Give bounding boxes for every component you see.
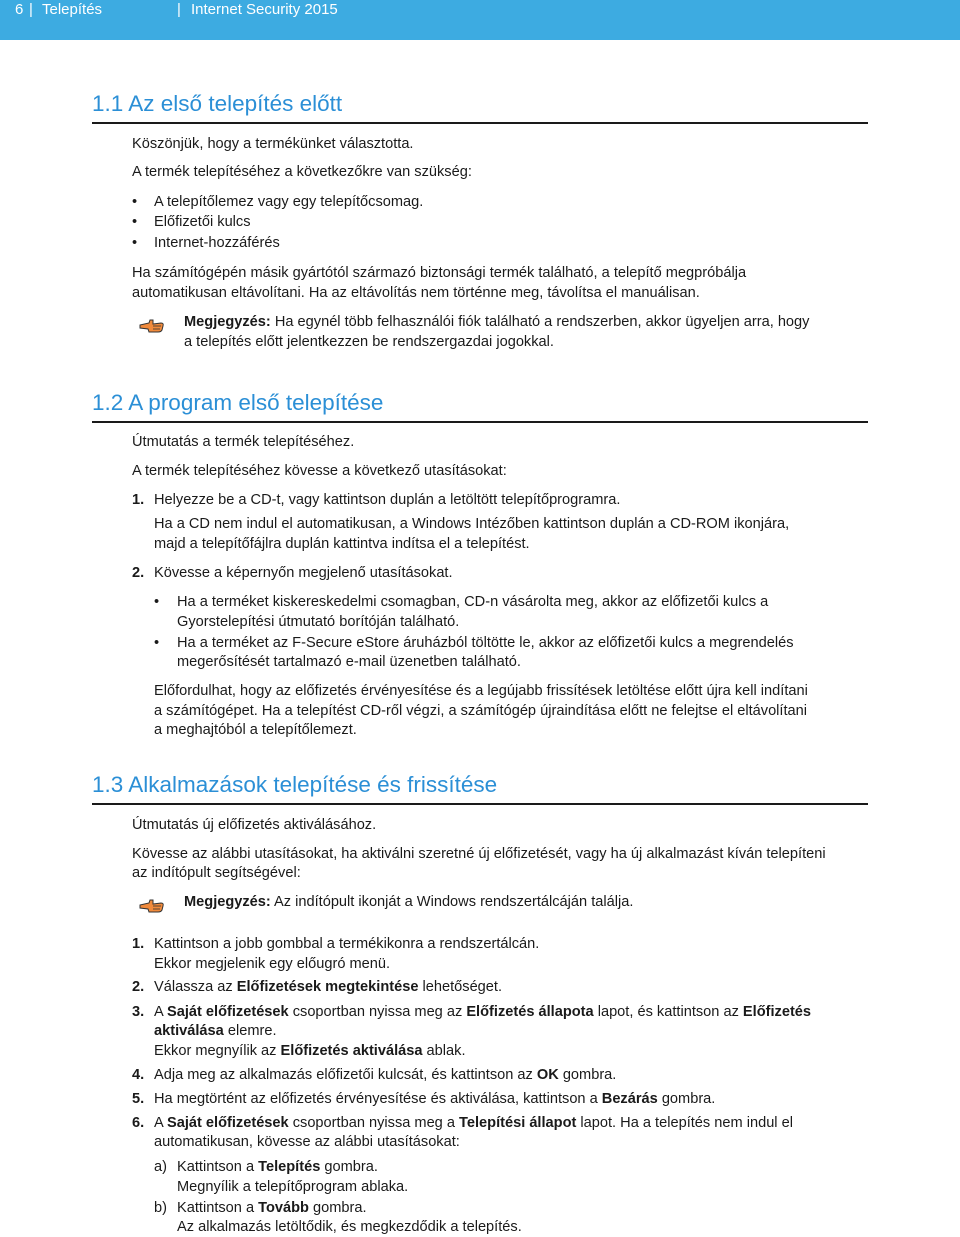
note: Megjegyzés: Ha egynél több felhasználói fiók található a rendszerben, akkor ügyeljen arra, hogy	[184, 314, 810, 330]
pointing-hand-icon	[139, 318, 165, 334]
paragraph: A termék telepítéséhez a következőkre van szükség:	[132, 164, 472, 180]
paragraph: Ekkor megjelenik egy előugró menü.	[154, 956, 391, 972]
paragraph: a meghajtóból a telepítőlemezt.	[154, 722, 357, 738]
bullet-icon: •	[154, 635, 160, 651]
paragraph: Köszönjük, hogy a termékünket választotta.	[132, 136, 414, 152]
paragraph: Kövesse az alábbi utasításokat, ha aktiválni szeretné új előfizetését, vagy ha új alkalmazást kíván telepíteni	[132, 846, 826, 862]
page-header	[0, 0, 960, 40]
paragraph: Ha a CD nem indul el automatikusan, a Windows Intézőben kattintson duplán a CD-ROM ikonjára,	[154, 516, 790, 532]
section-title-1-1: 1.1 Az első telepítés előtt	[92, 90, 868, 124]
bullet-icon: •	[132, 194, 138, 210]
product-name: Internet Security 2015	[191, 1, 338, 18]
paragraph: automatikusan eltávolítani. Ha az eltávolítás nem történne meg, távolítsa el manuálisan.	[132, 285, 700, 301]
paragraph: Előfordulhat, hogy az előfizetés érvényesítése és a legújabb frissítések letöltése előtt újra kell indítani	[154, 683, 808, 699]
bullet-icon: •	[132, 214, 138, 230]
bullet-icon: •	[132, 235, 138, 251]
page-number: 6	[15, 1, 24, 18]
note: Megjegyzés: Az indítópult ikonját a Windows rendszertálcáján találja.	[184, 894, 634, 910]
paragraph: majd a telepítőfájlra duplán kattintva indítsa el a telepítést.	[154, 536, 530, 552]
paragraph: automatikusan, kövesse az alábbi utasításokat:	[154, 1134, 460, 1150]
header-separator: |	[29, 1, 33, 18]
chapter-title: Telepítés	[42, 1, 103, 18]
bullet-icon: •	[154, 594, 160, 610]
section-title-1-3: 1.3 Alkalmazások telepítése és frissítése	[92, 771, 868, 805]
paragraph: Ha számítógépén másik gyártótól származó biztonsági termék található, a telepítő megpróbálja	[132, 265, 747, 281]
paragraph: a számítógépet. Ha a telepítést CD-ről végzi, a számítógép újraindítása előtt ne felejtse el eltávolítani	[154, 703, 808, 719]
paragraph: A termék telepítéséhez kövesse a következő utasításokat:	[132, 463, 507, 479]
paragraph: Útmutatás a termék telepítéséhez.	[132, 434, 355, 450]
paragraph: Útmutatás új előfizetés aktiválásához.	[132, 817, 377, 833]
pointing-hand-icon	[139, 898, 165, 914]
note-label: Megjegyzés:	[184, 894, 271, 910]
paragraph: Ekkor megnyílik az Előfizetés aktiválása ablak.	[154, 1043, 466, 1059]
header-separator: |	[177, 1, 181, 18]
section-title-1-2: 1.2 A program első telepítése	[92, 389, 868, 423]
paragraph: az indítópult segítségével:	[132, 865, 301, 881]
note: a telepítés előtt jelentkezzen be rendszergazdai jogokkal.	[184, 334, 554, 350]
paragraph: aktiválása elemre.	[154, 1023, 277, 1039]
note-label: Megjegyzés:	[184, 314, 271, 330]
